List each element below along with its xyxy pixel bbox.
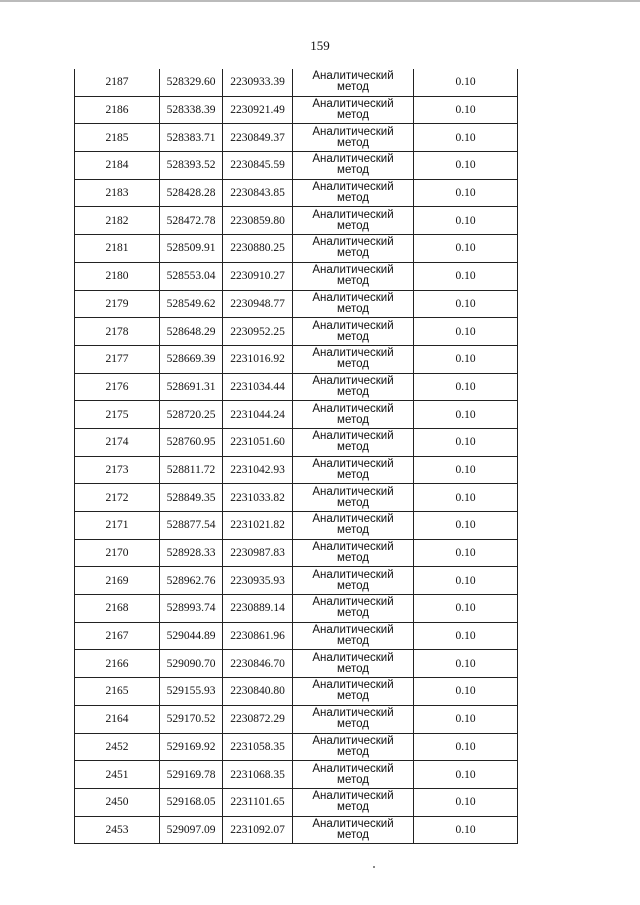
method-line-1: Аналитический [312, 513, 394, 526]
method-cell [293, 816, 414, 844]
method-cell [293, 539, 414, 567]
table-row [75, 650, 518, 678]
x-coordinate-cell: 528383.71 [160, 124, 223, 152]
x-coordinate-cell: 528962.76 [160, 567, 223, 595]
method-line-1: Аналитический [312, 264, 394, 277]
method-cell [293, 428, 414, 456]
method-line-1: Аналитический [312, 762, 394, 775]
method-cell [293, 705, 414, 733]
error-cell: 0.10 [414, 539, 518, 567]
y-coordinate-cell: 2231092.07 [223, 816, 293, 844]
point-number-cell: 2186 [75, 96, 160, 124]
method-line-2: метод [337, 302, 369, 315]
method-cell [293, 235, 414, 263]
method-cell [293, 290, 414, 318]
error-cell: 0.10 [414, 705, 518, 733]
method-line-2: метод [337, 219, 369, 232]
point-number-cell: 2453 [75, 816, 160, 844]
x-coordinate-cell: 528760.95 [160, 428, 223, 456]
table-row [75, 788, 518, 816]
point-number-cell: 2452 [75, 733, 160, 761]
method-line-2: метод [337, 690, 369, 703]
error-cell: 0.10 [414, 761, 518, 789]
table-row [75, 622, 518, 650]
scan-speck [373, 866, 375, 868]
point-number-cell: 2167 [75, 622, 160, 650]
x-coordinate-cell: 529168.05 [160, 788, 223, 816]
table-row [75, 595, 518, 623]
table-row [75, 345, 518, 373]
point-number-cell: 2170 [75, 539, 160, 567]
point-number-cell: 2181 [75, 235, 160, 263]
x-coordinate-cell: 529170.52 [160, 705, 223, 733]
y-coordinate-cell: 2231044.24 [223, 401, 293, 429]
method-cell [293, 788, 414, 816]
y-coordinate-cell: 2230859.80 [223, 207, 293, 235]
method-line-2: метод [337, 828, 369, 841]
method-cell [293, 484, 414, 512]
y-coordinate-cell: 2231042.93 [223, 456, 293, 484]
table-row [75, 678, 518, 706]
point-number-cell: 2165 [75, 678, 160, 706]
method-line-1: Аналитический [312, 541, 394, 554]
point-number-cell: 2168 [75, 595, 160, 623]
method-line-2: метод [337, 801, 369, 814]
x-coordinate-cell: 528691.31 [160, 373, 223, 401]
x-coordinate-cell: 528877.54 [160, 512, 223, 540]
table-row [75, 318, 518, 346]
error-cell: 0.10 [414, 345, 518, 373]
method-line-2: метод [337, 385, 369, 398]
method-line-1: Аналитический [312, 817, 394, 830]
method-line-1: Аналитический [312, 98, 394, 111]
y-coordinate-cell: 2230889.14 [223, 595, 293, 623]
method-cell [293, 124, 414, 152]
method-line-2: метод [337, 524, 369, 537]
method-line-1: Аналитический [312, 790, 394, 803]
x-coordinate-cell: 528811.72 [160, 456, 223, 484]
x-coordinate-cell: 528993.74 [160, 595, 223, 623]
x-coordinate-cell: 528338.39 [160, 96, 223, 124]
table-row [75, 456, 518, 484]
method-line-2: метод [337, 468, 369, 481]
x-coordinate-cell: 528472.78 [160, 207, 223, 235]
y-coordinate-cell: 2231034.44 [223, 373, 293, 401]
point-number-cell: 2174 [75, 428, 160, 456]
y-coordinate-cell: 2230849.37 [223, 124, 293, 152]
error-cell: 0.10 [414, 788, 518, 816]
y-coordinate-cell: 2230843.85 [223, 179, 293, 207]
error-cell: 0.10 [414, 428, 518, 456]
point-number-cell: 2184 [75, 152, 160, 180]
y-coordinate-cell: 2230880.25 [223, 235, 293, 263]
error-cell: 0.10 [414, 650, 518, 678]
point-number-cell: 2179 [75, 290, 160, 318]
y-coordinate-cell: 2230921.49 [223, 96, 293, 124]
point-number-cell: 2183 [75, 179, 160, 207]
point-number-cell: 2164 [75, 705, 160, 733]
method-line-2: метод [337, 164, 369, 177]
y-coordinate-cell: 2231021.82 [223, 512, 293, 540]
method-line-2: метод [337, 579, 369, 592]
method-line-2: метод [337, 607, 369, 620]
table-row [75, 124, 518, 152]
error-cell: 0.10 [414, 235, 518, 263]
method-cell [293, 456, 414, 484]
point-number-cell: 2169 [75, 567, 160, 595]
error-cell: 0.10 [414, 290, 518, 318]
x-coordinate-cell: 529097.09 [160, 816, 223, 844]
method-line-1: Аналитический [312, 485, 394, 498]
table-row [75, 512, 518, 540]
method-line-1: Аналитический [312, 347, 394, 360]
y-coordinate-cell: 2230910.27 [223, 262, 293, 290]
method-line-1: Аналитический [312, 319, 394, 332]
method-cell [293, 678, 414, 706]
method-line-2: метод [337, 635, 369, 648]
x-coordinate-cell: 528329.60 [160, 69, 223, 96]
y-coordinate-cell: 2230933.39 [223, 69, 293, 96]
y-coordinate-cell: 2231016.92 [223, 345, 293, 373]
table-row [75, 207, 518, 235]
method-cell [293, 512, 414, 540]
method-line-1: Аналитический [312, 707, 394, 720]
x-coordinate-cell: 528553.04 [160, 262, 223, 290]
method-line-2: метод [337, 247, 369, 260]
y-coordinate-cell: 2231101.65 [223, 788, 293, 816]
table-row [75, 235, 518, 263]
y-coordinate-cell: 2230846.70 [223, 650, 293, 678]
table-row [75, 484, 518, 512]
method-line-2: метод [337, 552, 369, 565]
scan-top-edge [0, 0, 640, 2]
method-line-2: метод [337, 358, 369, 371]
point-number-cell: 2175 [75, 401, 160, 429]
y-coordinate-cell: 2230861.96 [223, 622, 293, 650]
method-cell [293, 345, 414, 373]
table-row [75, 373, 518, 401]
x-coordinate-cell: 528509.91 [160, 235, 223, 263]
method-cell [293, 96, 414, 124]
x-coordinate-cell: 528549.62 [160, 290, 223, 318]
y-coordinate-cell: 2230872.29 [223, 705, 293, 733]
x-coordinate-cell: 529155.93 [160, 678, 223, 706]
method-line-2: метод [337, 192, 369, 205]
method-line-1: Аналитический [312, 125, 394, 138]
error-cell: 0.10 [414, 96, 518, 124]
error-cell: 0.10 [414, 124, 518, 152]
table-row [75, 733, 518, 761]
x-coordinate-cell: 528393.52 [160, 152, 223, 180]
table-row [75, 152, 518, 180]
method-line-2: метод [337, 413, 369, 426]
y-coordinate-cell: 2231058.35 [223, 733, 293, 761]
x-coordinate-cell: 528428.28 [160, 179, 223, 207]
point-number-cell: 2451 [75, 761, 160, 789]
y-coordinate-cell: 2230948.77 [223, 290, 293, 318]
method-line-2: метод [337, 136, 369, 149]
method-line-2: метод [337, 441, 369, 454]
error-cell: 0.10 [414, 401, 518, 429]
coordinates-table [74, 69, 518, 844]
method-line-2: метод [337, 773, 369, 786]
x-coordinate-cell: 528720.25 [160, 401, 223, 429]
x-coordinate-cell: 529169.78 [160, 761, 223, 789]
method-line-2: метод [337, 109, 369, 122]
table-row [75, 179, 518, 207]
x-coordinate-cell: 529044.89 [160, 622, 223, 650]
method-line-1: Аналитический [312, 236, 394, 249]
y-coordinate-cell: 2230845.59 [223, 152, 293, 180]
x-coordinate-cell: 529169.92 [160, 733, 223, 761]
page-number: 159 [310, 38, 330, 53]
point-number-cell: 2187 [75, 69, 160, 96]
error-cell: 0.10 [414, 622, 518, 650]
method-cell [293, 179, 414, 207]
method-cell [293, 207, 414, 235]
point-number-cell: 2166 [75, 650, 160, 678]
point-number-cell: 2177 [75, 345, 160, 373]
y-coordinate-cell: 2230952.25 [223, 318, 293, 346]
method-line-1: Аналитический [312, 679, 394, 692]
point-number-cell: 2182 [75, 207, 160, 235]
method-line-1: Аналитический [312, 568, 394, 581]
error-cell: 0.10 [414, 262, 518, 290]
point-number-cell: 2176 [75, 373, 160, 401]
method-cell [293, 733, 414, 761]
table-row [75, 401, 518, 429]
x-coordinate-cell: 528849.35 [160, 484, 223, 512]
method-cell [293, 622, 414, 650]
method-cell [293, 262, 414, 290]
method-line-2: метод [337, 81, 369, 94]
point-number-cell: 2450 [75, 788, 160, 816]
method-line-1: Аналитический [312, 181, 394, 194]
method-line-2: метод [337, 745, 369, 758]
table-row [75, 705, 518, 733]
error-cell: 0.10 [414, 373, 518, 401]
table-row [75, 816, 518, 844]
error-cell: 0.10 [414, 69, 518, 96]
method-line-1: Аналитический [312, 734, 394, 747]
y-coordinate-cell: 2230840.80 [223, 678, 293, 706]
method-line-2: метод [337, 496, 369, 509]
method-cell [293, 373, 414, 401]
point-number-cell: 2173 [75, 456, 160, 484]
y-coordinate-cell: 2231068.35 [223, 761, 293, 789]
x-coordinate-cell: 528928.33 [160, 539, 223, 567]
method-line-2: метод [337, 330, 369, 343]
method-cell [293, 401, 414, 429]
table-row [75, 290, 518, 318]
error-cell: 0.10 [414, 567, 518, 595]
method-line-1: Аналитический [312, 457, 394, 470]
error-cell: 0.10 [414, 152, 518, 180]
method-line-1: Аналитический [312, 651, 394, 664]
table-row [75, 262, 518, 290]
error-cell: 0.10 [414, 179, 518, 207]
method-cell [293, 69, 414, 96]
method-line-1: Аналитический [312, 430, 394, 443]
method-cell [293, 650, 414, 678]
method-line-1: Аналитический [312, 70, 394, 83]
error-cell: 0.10 [414, 816, 518, 844]
table-row [75, 428, 518, 456]
error-cell: 0.10 [414, 733, 518, 761]
method-cell [293, 152, 414, 180]
method-line-1: Аналитический [312, 153, 394, 166]
table-row [75, 567, 518, 595]
y-coordinate-cell: 2231033.82 [223, 484, 293, 512]
method-line-2: метод [337, 718, 369, 731]
x-coordinate-cell: 528648.29 [160, 318, 223, 346]
method-line-1: Аналитический [312, 624, 394, 637]
table-row [75, 761, 518, 789]
error-cell: 0.10 [414, 595, 518, 623]
y-coordinate-cell: 2230987.83 [223, 539, 293, 567]
method-cell [293, 318, 414, 346]
error-cell: 0.10 [414, 456, 518, 484]
method-line-1: Аналитический [312, 596, 394, 609]
method-line-2: метод [337, 275, 369, 288]
table-row [75, 96, 518, 124]
error-cell: 0.10 [414, 512, 518, 540]
point-number-cell: 2180 [75, 262, 160, 290]
method-cell [293, 761, 414, 789]
method-line-2: метод [337, 662, 369, 675]
point-number-cell: 2171 [75, 512, 160, 540]
method-line-1: Аналитический [312, 402, 394, 415]
point-number-cell: 2185 [75, 124, 160, 152]
error-cell: 0.10 [414, 678, 518, 706]
y-coordinate-cell: 2231051.60 [223, 428, 293, 456]
method-cell [293, 567, 414, 595]
error-cell: 0.10 [414, 484, 518, 512]
method-line-1: Аналитический [312, 291, 394, 304]
point-number-cell: 2178 [75, 318, 160, 346]
x-coordinate-cell: 528669.39 [160, 345, 223, 373]
error-cell: 0.10 [414, 318, 518, 346]
coordinates-table-body [75, 69, 518, 844]
x-coordinate-cell: 529090.70 [160, 650, 223, 678]
method-line-1: Аналитический [312, 208, 394, 221]
method-cell [293, 595, 414, 623]
method-line-1: Аналитический [312, 374, 394, 387]
error-cell: 0.10 [414, 207, 518, 235]
table-row [75, 539, 518, 567]
y-coordinate-cell: 2230935.93 [223, 567, 293, 595]
table-row [75, 69, 518, 96]
point-number-cell: 2172 [75, 484, 160, 512]
